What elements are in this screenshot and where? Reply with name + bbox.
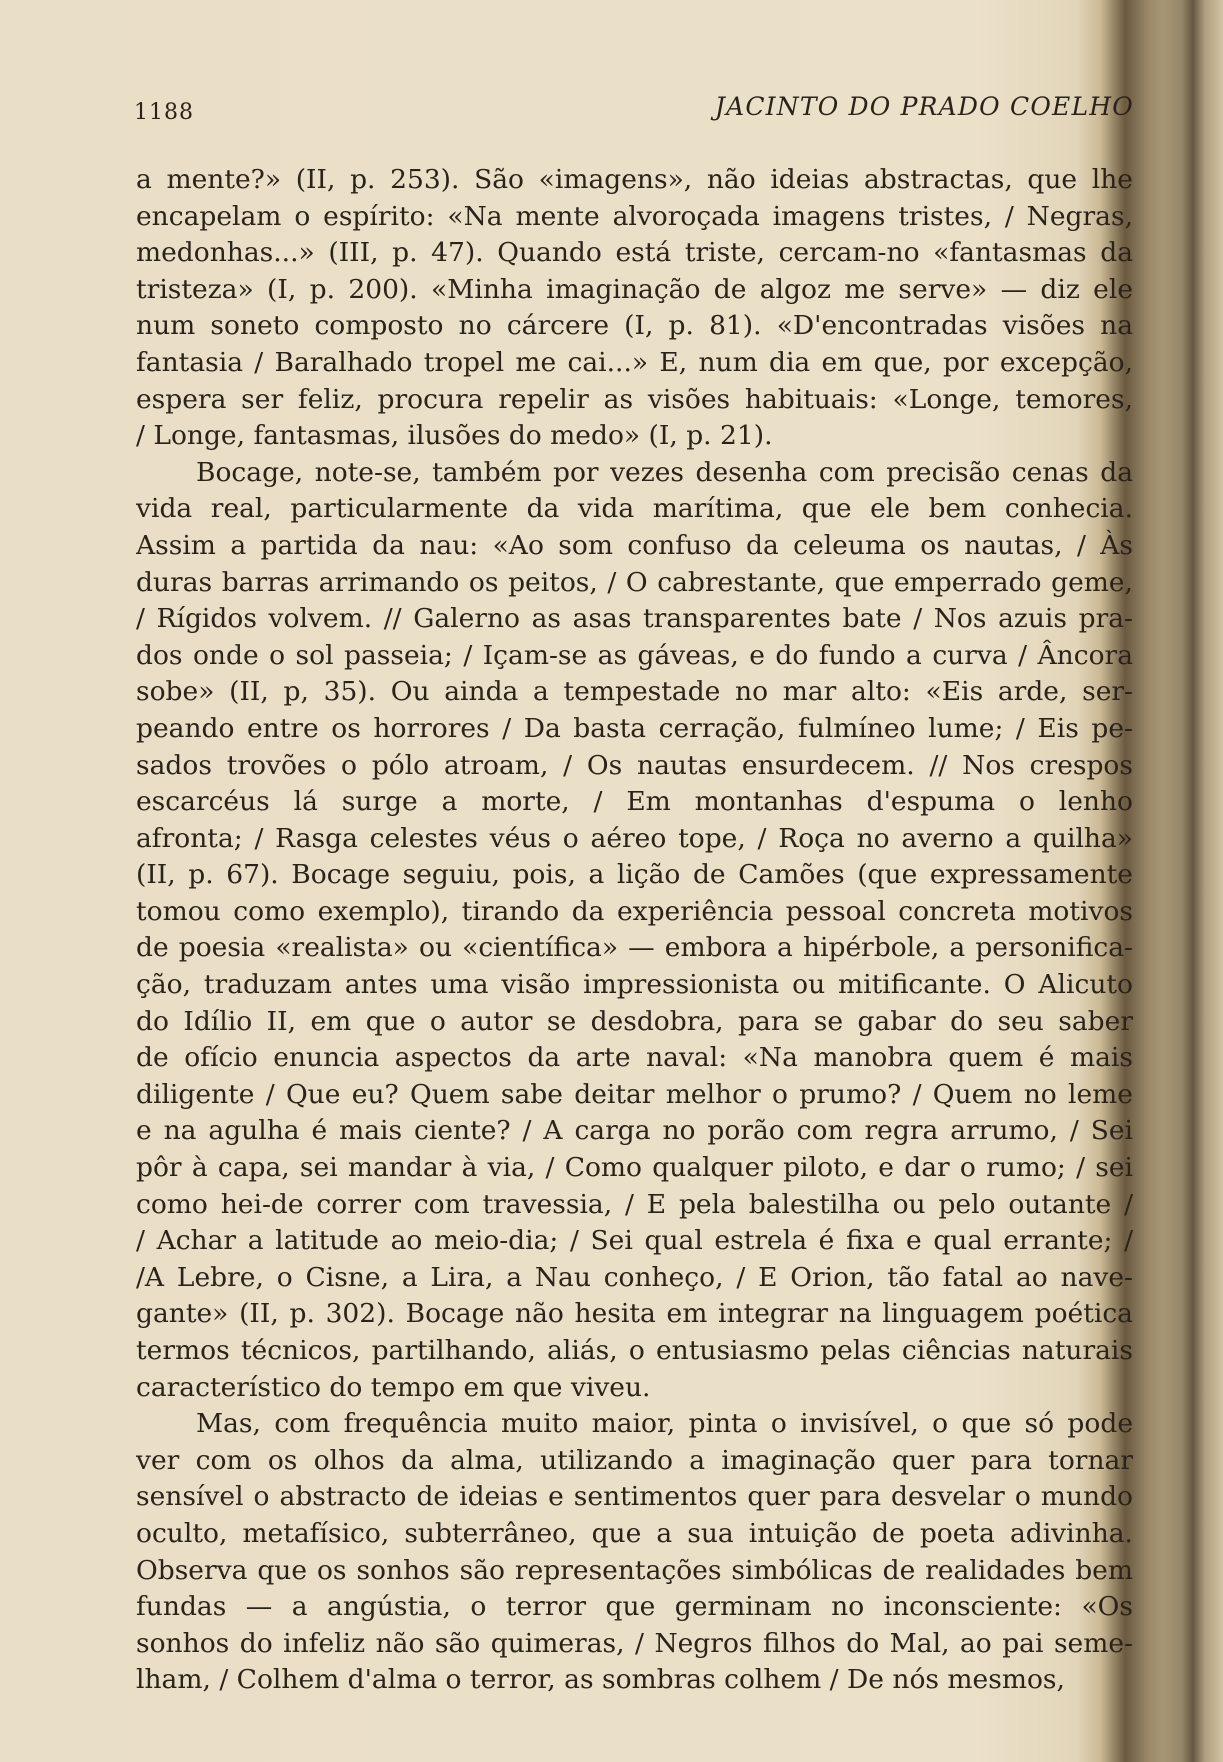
text-line: como hei-de correr com travessia, / E pela balestilha ou pelo outante /	[136, 1188, 1133, 1220]
text-line: dos onde o sol passeia; / Içam-se as gáveas, e do fundo a curva / Âncora	[136, 639, 1133, 671]
text-line: Mas, com frequência muito maior, pinta o invisível, o que só pode	[196, 1408, 1133, 1440]
text-line: lham, / Colhem d'alma o terror, as sombras colhem / De nós mesmos,	[136, 1664, 1065, 1696]
text-line: duras barras arrimando os peitos, / O cabrestante, que emperrado geme,	[136, 566, 1133, 598]
text-line: Observa que os sonhos são representações simbólicas de realidades bem	[136, 1554, 1133, 1586]
text-line: sonhos do infeliz não são quimeras, / Negros filhos do Mal, ao pai seme-	[136, 1627, 1133, 1659]
text-line: gante» (II, p. 302). Bocage não hesita em integrar na linguagem poética	[136, 1298, 1133, 1330]
text-line: sensível o abstracto de ideias e sentimentos quer para desvelar o mundo	[136, 1481, 1133, 1513]
text-line: afronta; / Rasga celestes véus o aéreo tope, / Roça no averno a quilha»	[136, 822, 1133, 854]
text-line: medonhas...» (III, p. 47). Quando está triste, cercam-no «fantasmas da	[136, 237, 1133, 269]
text-line: /A Lebre, o Cisne, a Lira, a Nau conheço, / E Orion, tão fatal ao nave-	[136, 1261, 1133, 1293]
page-number: 1188	[134, 100, 194, 125]
text-line: / Achar a latitude ao meio-dia; / Sei qual estrela é fixa e qual errante; /	[136, 1225, 1133, 1257]
text-line: encapelam o espírito: «Na mente alvoroçada imagens tristes, / Negras,	[136, 200, 1133, 232]
text-line: oculto, metafísico, subterrâneo, que a sua intuição de poeta adivinha.	[136, 1517, 1133, 1549]
text-line: num soneto composto no cárcere (I, p. 81). «D'encontradas visões na	[136, 310, 1133, 342]
text-line: peando entre os horrores / Da basta cerração, fulmíneo lume; / Eis pe-	[136, 712, 1133, 744]
text-line: ção, traduzam antes uma visão impressionista ou mitificante. O Alicuto	[136, 969, 1133, 1001]
text-line: de ofício enuncia aspectos da arte naval: «Na manobra quem é mais	[136, 1042, 1133, 1074]
text-line: fantasia / Baralhado tropel me cai...» E, num dia em que, por excepção,	[136, 346, 1133, 378]
text-line: e na agulha é mais ciente? / A carga no porão com regra arrumo, / Sei	[136, 1115, 1133, 1147]
text-line: vida real, particularmente da vida marítima, que ele bem conhecia.	[136, 493, 1133, 525]
text-line: tristeza» (I, p. 200). «Minha imaginação de algoz me serve» — diz ele	[136, 273, 1133, 305]
text-line: termos técnicos, partilhando, aliás, o entusiasmo pelas ciências naturais	[136, 1335, 1133, 1366]
text-line: / Rígidos volvem. // Galerno as asas transparentes bate / Nos azuis pra-	[136, 603, 1133, 635]
text-line: Assim a partida da nau: «Ao som confuso da celeuma os nautas, / Às	[136, 529, 1133, 561]
running-head: JACINTO DO PRADO COELHO	[714, 92, 1134, 121]
text-line: Bocage, note-se, também por vezes desenha com precisão cenas da	[196, 456, 1133, 488]
text-line: tomou como exemplo), tirando da experiência pessoal concreta motivos	[136, 895, 1133, 927]
text-line: ver com os olhos da alma, utilizando a imaginação quer para tornar	[136, 1444, 1133, 1476]
text-line: de poesia «realista» ou «científica» — embora a hipérbole, a personifica-	[136, 932, 1133, 964]
text-line: a mente?» (II, p. 253). São «imagens», não ideias abstractas, que lhe	[136, 164, 1133, 195]
text-line: espera ser feliz, procura repelir as visões habituais: «Longe, temores,	[136, 383, 1133, 415]
text-line: diligente / Que eu? Quem sabe deitar melhor o prumo? / Quem no leme	[136, 1078, 1133, 1110]
text-line: (II, p. 67). Bocage seguiu, pois, a lição de Camões (que expressamente	[136, 859, 1133, 891]
page-gutter-shadow	[1163, 0, 1223, 1762]
text-line: sados trovões o pólo atroam, / Os nautas ensurdecem. // Nos crespos	[136, 749, 1133, 781]
text-line: / Longe, fantasmas, ilusões do medo» (I, p. 21).	[136, 420, 773, 452]
text-line: pôr à capa, sei mandar à via, / Como qualquer piloto, e dar o rumo; / sei	[136, 1152, 1133, 1184]
text-line: escarcéus lá surge a morte, / Em montanhas d'espuma o lenho	[136, 786, 1133, 818]
text-line: sobe» (II, p, 35). Ou ainda a tempestade no mar alto: «Eis arde, ser-	[136, 676, 1133, 708]
text-line: fundas — a angústia, o terror que germinam no inconsciente: «Os	[136, 1591, 1133, 1623]
text-line: do Idílio II, em que o autor se desdobra, para se gabar do seu saber	[136, 1005, 1133, 1037]
body-text	[136, 162, 1133, 1699]
text-line: característico do tempo em que viveu.	[136, 1371, 651, 1403]
page-header	[134, 92, 1134, 132]
